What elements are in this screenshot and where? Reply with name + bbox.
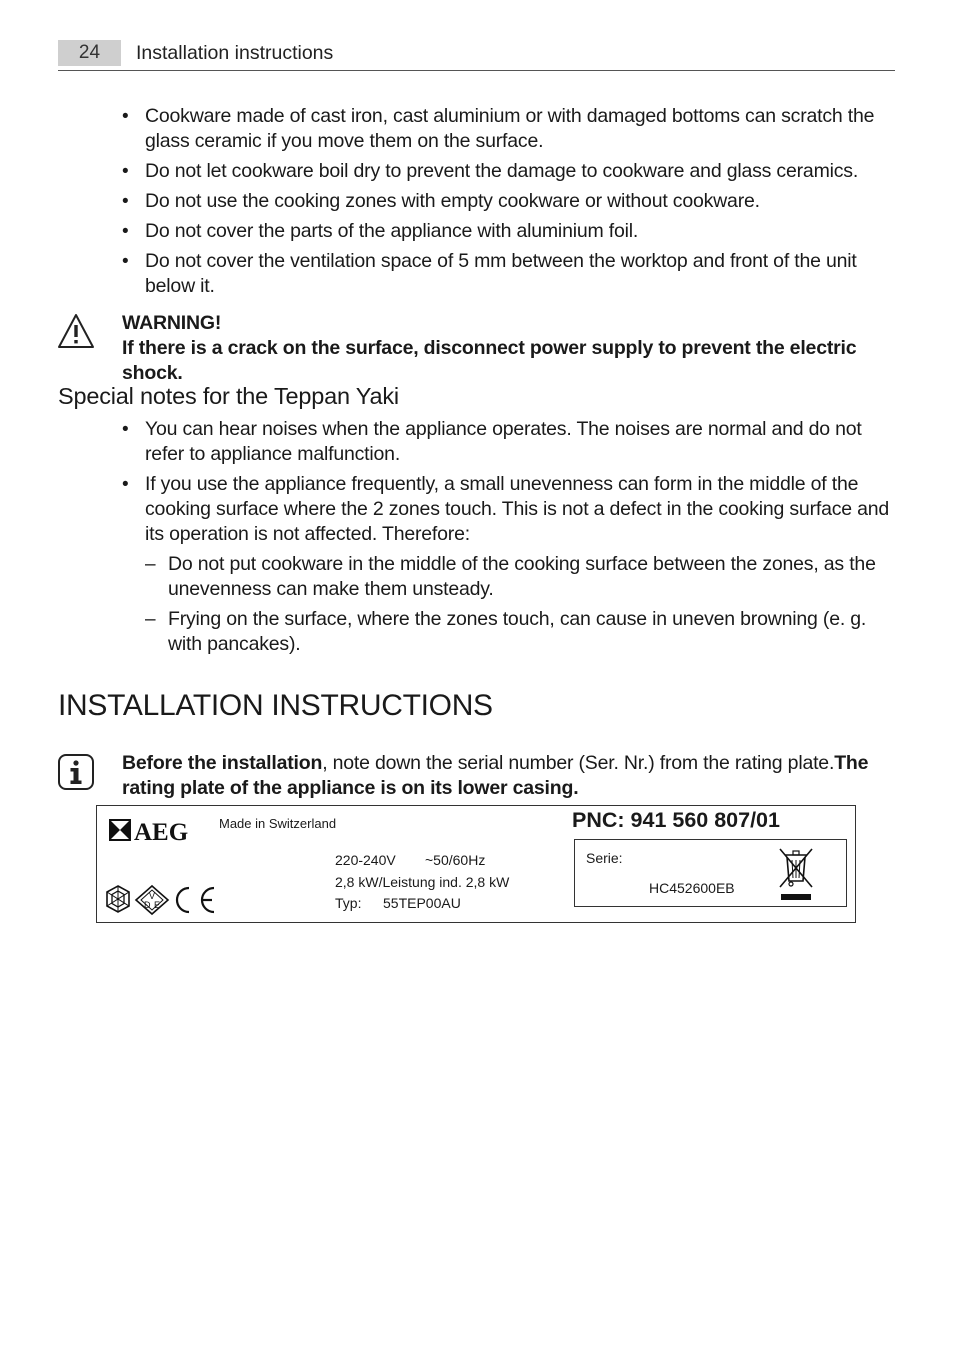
warning-triangle-icon [57,313,95,349]
serie-label: Serie: [586,850,623,866]
serie-value: HC452600EB [649,880,735,896]
warning-text: If there is a crack on the surface, disconnect power supply to prevent the electric shock. [122,337,857,384]
svg-text:D: D [144,900,151,910]
info-icon [58,754,94,790]
list-item: • Cookware made of cast iron, cast aluminium or with damaged bottoms can scratch the glass ceramic if you move them on the surface. [122,104,897,154]
header-rule [58,70,895,71]
ce-mark-icon [177,888,214,912]
svg-text:E: E [154,900,161,910]
list-item [122,417,897,467]
list-item: • Do not cover the parts of the appliance with aluminium foil. [122,219,897,244]
warning-title: WARNING! [122,312,222,334]
list-item: • Do not let cookware boil dry to prevent the damage to cookware and glass ceramics. [122,159,897,184]
teppan-sub-list [145,552,897,657]
page-number: 24 [78,42,101,63]
list-item: • Do not cover the ventilation space of 5 mm between the worktop and front of the unit below it. [122,249,897,299]
info-note-middle: , note down the serial number (Ser. Nr.) from the rating plate. [322,752,835,774]
list-item: • Do not use the cooking zones with empty cookware or without cookware. [122,189,897,214]
sub-list-item: – Frying on the surface, where the zones touch, can cause in uneven browning (e. g. with pancakes). [145,607,897,657]
chapter-heading-installation: INSTALLATION INSTRUCTIONS [58,689,493,722]
info-note [122,751,902,801]
list-item-text: You can hear noises when the appliance operates. The noises are normal and do not refer to appliance malfunction. [145,418,862,465]
care-bullet-list [122,104,897,304]
teppan-bullet-list [122,417,897,662]
aeg-logo-text: AEG [134,819,189,843]
section-heading-teppan-yaki: Special notes for the Teppan Yaki [58,383,399,409]
power-value: 2,8 kW/Leistung ind. 2,8 kW [335,874,510,890]
made-in-label: Made in Switzerland [219,816,337,831]
weee-bin-icon [777,847,815,903]
svg-text:V: V [149,891,156,901]
list-item-text: If you use the appliance frequently, a small unevenness can form in the middle of the cooking surface where the 2 zones touch. This is not a defect in the cooking surface and its operation is not affected. Therefore: [145,473,890,545]
vde-mark-icon [136,886,168,914]
info-note-tail: The rating plate of the appliance is on its lower casing. [122,752,869,799]
list-item [122,472,897,657]
sub-list-item: – Do not put cookware in the middle of the cooking surface between the zones, as the unevenness can make them unsteady. [145,552,897,602]
running-header-title: Installation instructions [136,42,334,64]
info-note-lead: Before the installation [122,752,323,774]
pnc-number: PNC: 941 560 807/01 [572,808,780,832]
typ-label: Typ: [335,895,362,911]
aeg-logo-icon [109,817,214,843]
voltage-value: 220-240V [335,852,396,868]
approval-mark-icon [107,886,129,912]
frequency-value: ~50/60Hz [425,852,486,868]
certification-marks [104,882,222,918]
typ-value: 55TEP00AU [383,895,461,911]
